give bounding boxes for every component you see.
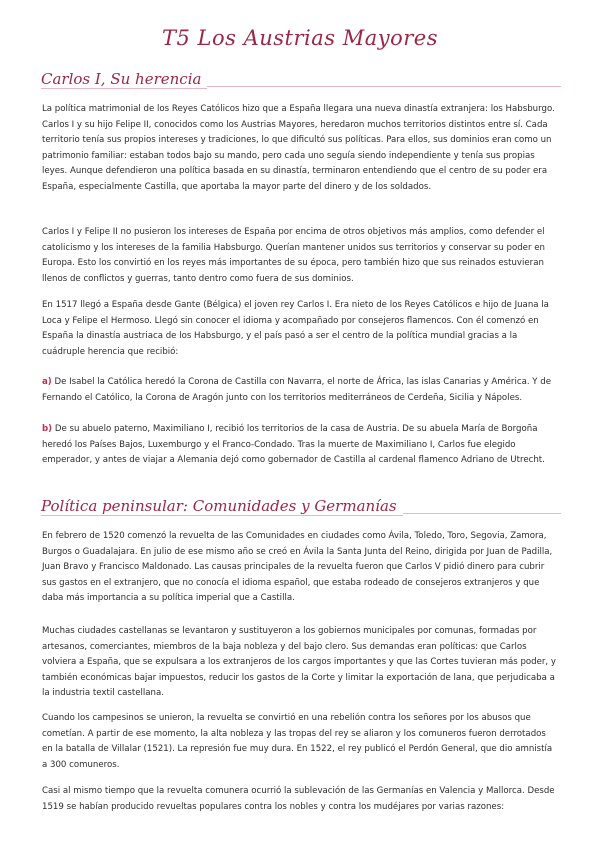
list-item-a [42,375,558,406]
paragraph: En 1517 llegó a España desde Gante (Bélgica) el joven rey Carlos I. Era nieto de los Reyes Católicos e hijo de Juana la Loca y Felipe el Hermoso. Llegó sin conocer el idioma y acompañado por consejeros flamencos. Con él comenzó en España la dinastía austriaca de los Habsburgo, y el país pasó a ser el centro de la política mundial gracias a la cuádruple herencia que recibió: [42,300,549,357]
section-heading-label: Política peninsular: Comunidades y Germanías [41,497,403,516]
list-item-text: De su abuelo paterno, Maximiliano I, recibió los territorios de la casa de Austria. De su abuela María de Borgoña heredó los Países Bajos, Luxemburgo y el Franco-Condado. Tras la muerte de Maximiliano I, Carlos fue elegido emperador, y antes de viajar a Alemania dejó como gobernador de Castilla al cardenal flamenco Adriano de Utrecht. [42,424,545,465]
list-marker: b) [42,424,53,434]
section-heading-label: Carlos I, Su herencia [41,70,207,89]
section-heading-carlos [41,70,561,89]
section-divider [403,513,561,514]
paragraph: Casi al mismo tiempo que la revuelta comunera ocurrió la sublevación de las Germanías en Valencia y Mallorca. Desde 1519 se habían producido revueltas populares contra los nobles y contra los mudéjares por varias razones: [42,786,555,812]
list-marker: a) [42,377,52,387]
section-divider [207,86,561,87]
paragraph: En febrero de 1520 comenzó la revuelta de las Comunidades en ciudades como Ávila, Toledo, Toro, Segovia, Zamora, Burgos o Guadalajara. En julio de ese mismo año se creó en Ávila la Santa Junta del Reino, dirigida por Juan de Padilla, Juan Bravo y Francisco Maldonado. Las causas principales de la revuelta fueron que Carlos V pidió dinero para cubrir sus gastos en el extranjero, que no conocía el idioma español, que estaba rodeado de consejeros extranjeros y que daba más importancia a su política imperial que a Castilla. [42,531,553,603]
list-item-b [42,422,558,469]
paragraph: La política matrimonial de los Reyes Católicos hizo que a España llegara una nueva dinastía extranjera: los Habsburgo. Carlos I y su hijo Felipe II, conocidos como los Austrias Mayores, heredaron muchos territorios distintos entre sí. Cada territorio tenía sus propios intereses y tradiciones, lo que dificultó sus políticas. Para ellos, sus dominios eran como un patrimonio familiar: estaban todos bajo su mando, pero cada uno seguía siendo independiente y tenía sus propias leyes. Aunque defendieron una política basada en su dinastía, terminaron entendiendo que el centro de su poder era España, especialmente Castilla, que aportaba la mayor parte del dinero y de los soldados. [42,104,555,192]
list-item-text: De Isabel la Católica heredó la Corona de Castilla con Navarra, el norte de África, las islas Canarias y América. Y de Fernando el Católico, la Corona de Aragón junto con los territorios mediterráneos de Cerdeña, Sicilia y Nápoles. [42,377,552,403]
section-heading-comunidades [41,497,561,516]
paragraph: Carlos I y Felipe II no pusieron los intereses de España por encima de otros objetivos más amplios, como defender el catolicismo y los intereses de la familia Habsburgo. Querían mantener unidos sus territorios y conservar su poder en Europa. Esto los convirtió en los reyes más importantes de su época, pero también hizo que sus reinados estuvieran llenos de conflictos y guerras, tanto dentro como fuera de sus dominios. [42,227,545,284]
paragraph: Muchas ciudades castellanas se levantaron y sustituyeron a los gobiernos municipales por comunas, formadas por artesanos, comerciantes, miembros de la baja nobleza y del bajo clero. Sus demandas eran políticas: que Carlos volviera a España, que se expulsara a los extranjeros de los cargos importantes y que las Cortes tuvieran más poder, y también económicas bajar impuestos, reducir los gastos de la Corte y limitar la exportación de lana, que perjudicaba a la industria textil castellana. [42,626,556,698]
page-title: T5 Los Austrias Mayores [162,26,438,50]
paragraph: Cuando los campesinos se unieron, la revuelta se convirtió en una rebelión contra los señores por los abusos que cometían. A partir de ese momento, la alta nobleza y las tropas del rey se aliaron y los comuneros fueron derrotados en la batalla de Villalar (1521). La represión fue muy dura. En 1522, el rey publicó el Perdón General, que dio amnistía a 300 comuneros. [42,713,553,770]
